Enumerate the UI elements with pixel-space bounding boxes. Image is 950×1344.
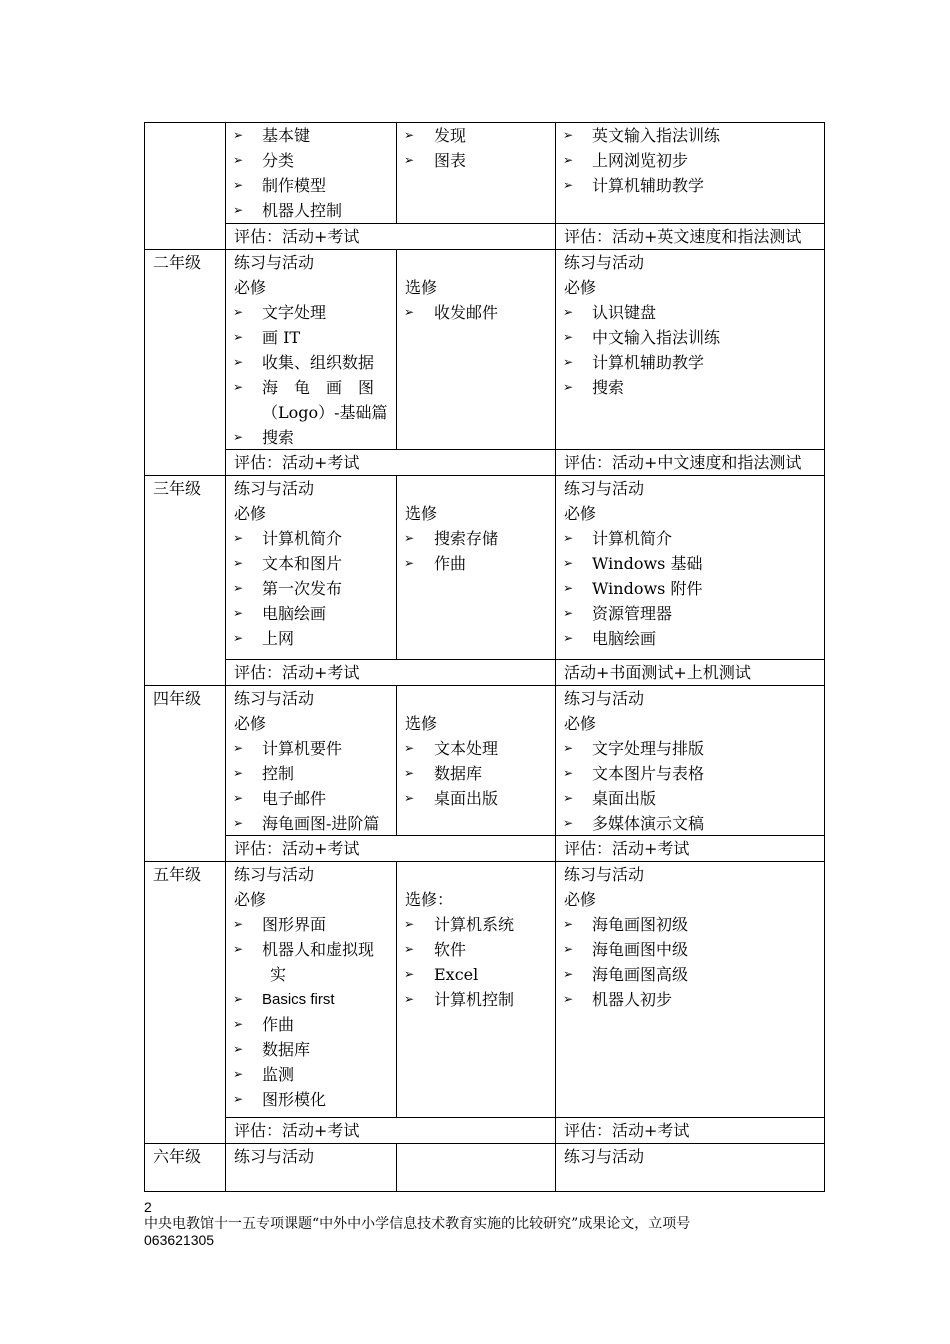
bullet-icon: ➢ [563,606,574,620]
footer-text: 中央电教馆十一五专项课题“中外中小学信息技术教育实施的比较研究”成果论文，立项号 [144,1216,691,1232]
list-item: 作曲 [434,554,467,573]
list-item: 软件 [434,940,467,959]
evaluation-text: 评估：活动+中文速度和指法测试 [564,453,802,472]
bullet-icon: ➢ [233,917,244,931]
bullet-icon: ➢ [404,128,415,142]
bullet-icon: ➢ [233,992,244,1006]
list-item: 上网 [262,629,295,648]
bullet-icon: ➢ [404,741,415,755]
practice-label: 练习与活动 [564,479,645,498]
bullet-icon: ➢ [563,305,574,319]
list-item: 机器人和虚拟现 [262,940,375,959]
bullet-icon: ➢ [233,128,244,142]
evaluation-text: 评估：活动+英文速度和指法测试 [564,227,802,246]
list-item: Excel [434,965,479,984]
bullet-icon: ➢ [233,355,244,369]
bullet-icon: ➢ [563,581,574,595]
list-item: 实 [270,965,287,984]
list-item: 数据库 [262,1040,311,1059]
bullet-icon: ➢ [233,766,244,780]
bullet-icon: ➢ [233,178,244,192]
list-item: 英文输入指法训练 [592,126,721,145]
bullet-icon: ➢ [563,816,574,830]
practice-label: 练习与活动 [564,865,645,884]
list-item: 分类 [262,151,295,170]
list-item: 收集、组织数据 [262,353,375,372]
bullet-icon: ➢ [233,816,244,830]
list-item: 制作模型 [262,176,327,195]
list-item: 文本处理 [434,739,499,758]
bullet-icon: ➢ [233,203,244,217]
practice-label: 练习与活动 [234,865,315,884]
bullet-icon: ➢ [404,531,415,545]
evaluation-text: 活动+书面测试+上机测试 [564,663,751,682]
col-divider [396,249,397,449]
bullet-icon: ➢ [404,305,415,319]
list-item: 文本和图片 [262,554,343,573]
list-item: Windows 附件 [592,579,703,598]
list-item: 第一次发布 [262,579,343,598]
list-item: 资源管理器 [592,604,673,623]
bullet-icon: ➢ [563,791,574,805]
list-item: 桌面出版 [592,789,657,808]
bullet-icon: ➢ [233,305,244,319]
list-item: 作曲 [262,1015,295,1034]
evaluation-text: 评估：活动+考试 [234,453,360,472]
col-divider [396,861,397,1117]
list-item: 控制 [262,764,295,783]
list-item: 认识键盘 [592,303,657,322]
required-label: 必修 [564,890,597,909]
practice-label: 练习与活动 [564,689,645,708]
list-item: 海 龟 画 图 [262,378,375,397]
list-item: 计算机控制 [434,990,515,1009]
curriculum-table [144,122,825,1192]
bullet-icon: ➢ [233,741,244,755]
footer-project-number: 063621305 [144,1232,215,1248]
bullet-icon: ➢ [233,606,244,620]
grade-label: 二年级 [153,253,202,272]
list-item: 中文输入指法训练 [592,328,721,347]
elective-label: 选修 [405,504,438,523]
list-item: 文字处理 [262,303,327,322]
col-divider [396,1143,397,1191]
list-item: 海龟画图中级 [592,940,689,959]
bullet-icon: ➢ [233,330,244,344]
evaluation-text: 评估：活动+考试 [564,1121,690,1140]
bullet-icon: ➢ [404,967,415,981]
list-item: Basics first [262,991,335,1008]
bullet-icon: ➢ [563,178,574,192]
list-item: 机器人控制 [262,201,343,220]
evaluation-text: 评估：活动+考试 [234,663,360,682]
list-item: 搜索 [592,378,625,397]
bullet-icon: ➢ [233,531,244,545]
practice-label: 练习与活动 [234,689,315,708]
list-item: 图表 [434,151,467,170]
list-item: 画 IT [262,328,301,347]
list-item: 监测 [262,1065,295,1084]
list-item: 海龟画图初级 [592,915,689,934]
bullet-icon: ➢ [404,766,415,780]
evaluation-text: 评估：活动+考试 [234,839,360,858]
list-item: 计算机辅助教学 [592,176,705,195]
required-label: 必修 [564,714,597,733]
practice-label: 练习与活动 [234,1147,315,1166]
list-item: 图形模化 [262,1090,327,1109]
list-item: 计算机简介 [592,529,673,548]
list-item: 收发邮件 [434,303,499,322]
list-item: 电脑绘画 [262,604,327,623]
col-divider [396,685,397,835]
bullet-icon: ➢ [563,380,574,394]
list-item: 计算机系统 [434,915,515,934]
evaluation-text: 评估：活动+考试 [234,227,360,246]
list-item: Windows 基础 [592,554,703,573]
bullet-icon: ➢ [233,430,244,444]
bullet-icon: ➢ [233,380,244,394]
bullet-icon: ➢ [233,1092,244,1106]
practice-label: 练习与活动 [234,479,315,498]
grade-label: 三年级 [153,479,202,498]
bullet-icon: ➢ [563,917,574,931]
grade-label: 六年级 [153,1147,202,1166]
required-label: 必修 [234,504,267,523]
list-item: 发现 [434,126,467,145]
required-label: 必修 [234,278,267,297]
list-item: 计算机简介 [262,529,343,548]
col-divider [225,123,226,1191]
bullet-icon: ➢ [233,1042,244,1056]
col-divider [396,475,397,659]
list-item: 上网浏览初步 [592,151,689,170]
bullet-icon: ➢ [233,791,244,805]
list-item: 搜索存储 [434,529,499,548]
bullet-icon: ➢ [563,741,574,755]
grade-label: 五年级 [153,865,202,884]
list-item: 计算机要件 [262,739,343,758]
list-item: 搜索 [262,428,295,447]
elective-label: 选修 [405,278,438,297]
list-item: 机器人初步 [592,990,673,1009]
list-item: 电脑绘画 [592,629,657,648]
list-item: 海龟画图-进阶篇 [262,814,380,833]
bullet-icon: ➢ [563,531,574,545]
list-item: 数据库 [434,764,483,783]
bullet-icon: ➢ [563,967,574,981]
bullet-icon: ➢ [563,355,574,369]
evaluation-text: 评估：活动+考试 [564,839,690,858]
bullet-icon: ➢ [233,942,244,956]
required-label: 必修 [564,504,597,523]
bullet-icon: ➢ [233,153,244,167]
list-item: 图形界面 [262,915,327,934]
bullet-icon: ➢ [404,992,415,1006]
list-item: 文本图片与表格 [592,764,705,783]
bullet-icon: ➢ [563,942,574,956]
list-item: 桌面出版 [434,789,499,808]
bullet-icon: ➢ [404,942,415,956]
bullet-icon: ➢ [233,1067,244,1081]
list-item: （Logo）-基础篇 [262,403,388,422]
list-item: 多媒体演示文稿 [592,814,705,833]
list-item: 基本键 [262,126,311,145]
evaluation-text: 评估：活动+考试 [234,1121,360,1140]
bullet-icon: ➢ [563,128,574,142]
practice-label: 练习与活动 [234,253,315,272]
bullet-icon: ➢ [233,631,244,645]
grade-label: 四年级 [153,689,202,708]
practice-label: 练习与活动 [564,1147,645,1166]
bullet-icon: ➢ [563,330,574,344]
bullet-icon: ➢ [404,556,415,570]
bullet-icon: ➢ [404,791,415,805]
col-divider [555,123,556,1191]
bullet-icon: ➢ [563,556,574,570]
bullet-icon: ➢ [563,631,574,645]
page-number: 2 [144,1199,152,1215]
elective-label: 选修 [405,714,438,733]
list-item: 文字处理与排版 [592,739,705,758]
bullet-icon: ➢ [233,581,244,595]
elective-label: 选修： [405,890,454,909]
required-label: 必修 [234,714,267,733]
bullet-icon: ➢ [233,556,244,570]
list-item: 电子邮件 [262,789,327,808]
bullet-icon: ➢ [233,1017,244,1031]
bullet-icon: ➢ [563,992,574,1006]
bullet-icon: ➢ [563,766,574,780]
list-item: 计算机辅助教学 [592,353,705,372]
bullet-icon: ➢ [404,917,415,931]
required-label: 必修 [564,278,597,297]
required-label: 必修 [234,890,267,909]
list-item: 海龟画图高级 [592,965,689,984]
practice-label: 练习与活动 [564,253,645,272]
col-divider [396,123,397,223]
bullet-icon: ➢ [404,153,415,167]
bullet-icon: ➢ [563,153,574,167]
